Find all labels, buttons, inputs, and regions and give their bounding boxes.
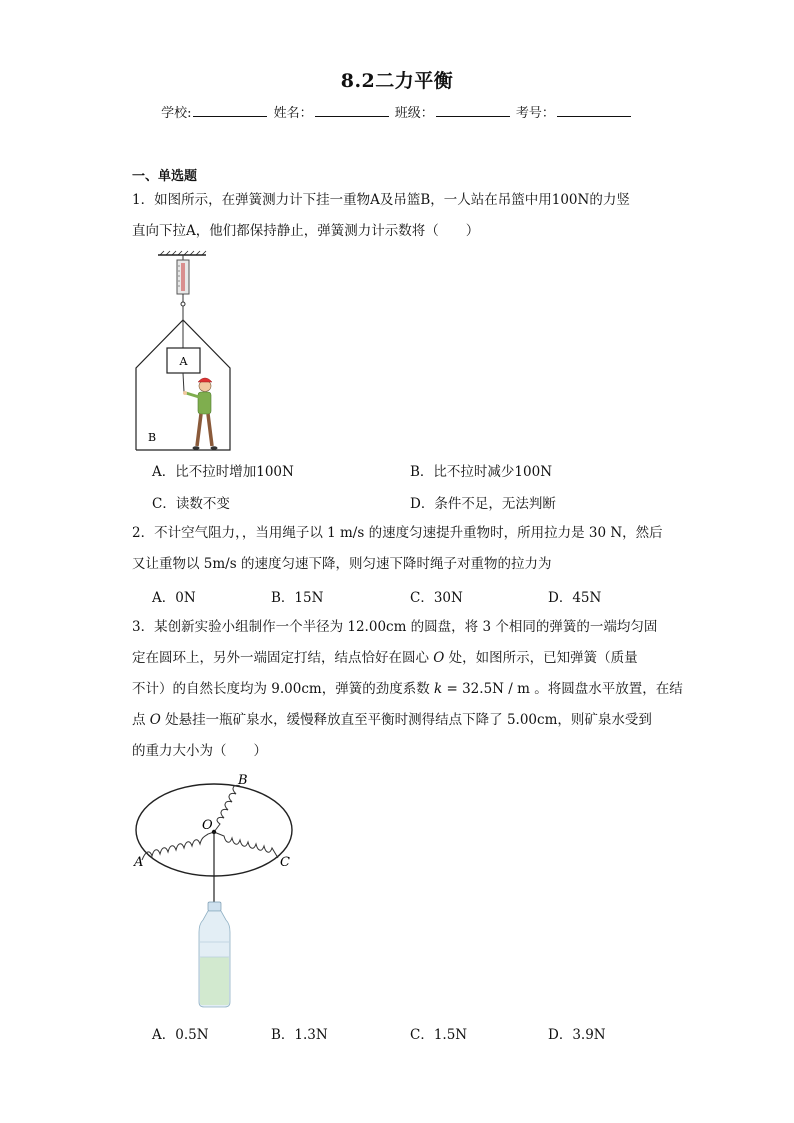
spring-b <box>214 785 240 832</box>
q2-option-b[interactable]: B．15N <box>271 590 324 606</box>
q2-option-c[interactable]: C．30N <box>410 590 463 606</box>
q1-fig-label-a: A <box>179 355 188 368</box>
person-figure <box>183 378 218 450</box>
school-label: 学校: <box>161 106 192 121</box>
number-label: 考号： <box>515 106 555 121</box>
q3-option-a[interactable]: A．0.5N <box>152 1027 209 1043</box>
q3-option-c[interactable]: C．1.5N <box>410 1027 468 1043</box>
q1-option-c[interactable]: C．读数不变 <box>152 496 230 512</box>
q1-fig-label-b: B <box>148 431 157 444</box>
name-label: 姓名： <box>273 106 313 121</box>
q1-stem-line2: 直向下拉A，他们都保持静止，弹簧测力计示数将（ ） <box>132 223 480 239</box>
water-bottle <box>199 902 230 1007</box>
spring-a <box>142 832 214 860</box>
q3-fig-label-a: A <box>134 855 144 870</box>
student-info-line <box>0 102 794 121</box>
q3-fig-label-o: O <box>202 818 213 833</box>
page-title: 8.2二力平衡 <box>340 70 454 92</box>
q1-option-a[interactable]: A．比不拉时增加100N <box>152 464 294 480</box>
q2-stem-line1: 2．不计空气阻力，，当用绳子以 1 m/s 的速度匀速提升重物时，所用拉力是 30 N，然后 <box>132 525 663 541</box>
q3-fig-label-b: B <box>238 773 248 788</box>
q3-stem-line1: 3．某创新实验小组制作一个半径为 12.00cm 的圆盘，将 3 个相同的弹簧的一端均匀固 <box>132 619 658 635</box>
q3-stem-line3: 不计）的自然长度均为 9.00cm，弹簧的劲度系数 k = 32.5N / m 。将圆盘水平放置，在结 <box>132 681 683 697</box>
q3-option-b[interactable]: B．1.3N <box>271 1027 328 1043</box>
q1-spring-scale-basket-figure <box>130 250 240 455</box>
class-label: 班级： <box>394 106 434 121</box>
school-blank[interactable] <box>193 104 267 117</box>
number-blank[interactable] <box>557 104 631 117</box>
q2-stem-line2: 又让重物以 5m/s 的速度匀速下降，则匀速下降时绳子对重物的拉力为 <box>132 556 552 572</box>
class-blank[interactable] <box>436 104 510 117</box>
q3-stem-line2: 定在圆环上，另外一端固定打结，结点恰好在圆心 O 处，如图所示，已知弹簧（质量 <box>132 650 638 666</box>
q3-stem-line5: 的重力大小为（ ） <box>132 743 267 759</box>
name-blank[interactable] <box>315 104 389 117</box>
q3-stem-line4: 点 O 处悬挂一瓶矿泉水，缓慢释放直至平衡时测得结点下降了 5.00cm，则矿泉水受到 <box>132 712 652 728</box>
q3-fig-label-c: C <box>280 855 290 870</box>
section-heading: 一、单选题 <box>132 169 198 184</box>
spring-c <box>214 832 278 858</box>
q3-disc-springs-bottle-figure <box>130 772 300 1012</box>
q1-option-d[interactable]: D．条件不足，无法判断 <box>410 496 556 512</box>
q1-option-b[interactable]: B．比不拉时减少100N <box>410 464 553 480</box>
q2-option-d[interactable]: D．45N <box>548 590 602 606</box>
q3-option-d[interactable]: D．3.9N <box>548 1027 606 1043</box>
q2-option-a[interactable]: A．0N <box>152 590 196 606</box>
q1-stem-line1: 1．如图所示，在弹簧测力计下挂一重物A及吊篮B，一人站在吊篮中用100N的力竖 <box>132 192 630 208</box>
